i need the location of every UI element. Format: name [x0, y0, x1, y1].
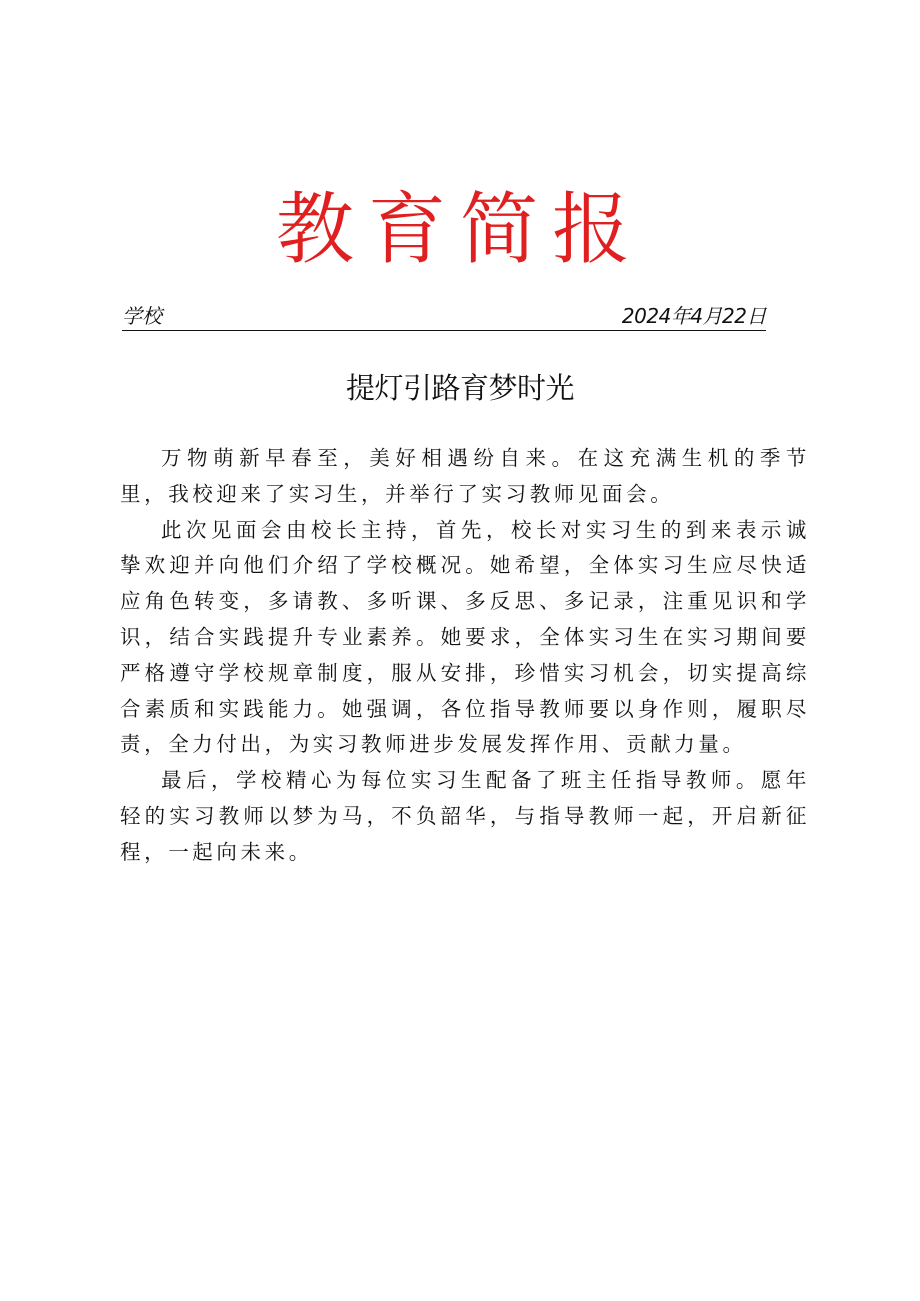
paragraph-3: 最后，学校精心为每位实习生配备了班主任指导教师。愿年轻的实习教师以梦为马，不负韶华，与指导教师一起，开启新征程，一起向未来。 — [120, 768, 810, 864]
school-label: 学校 — [122, 304, 162, 328]
paragraph-2: 此次见面会由校长主持，首先，校长对实习生的到来表示诚挚欢迎并向他们介绍了学校概况。她希望，全体实习生应尽快适应角色转变，多请教、多听课、多反思、多记录，注重见识和学识，结合实践提升专业素养。她要求，全体实习生在实习期间要严格遵守学校规章制度，服从安排，珍惜实习机会，切实提高综合素质和实践能力。她强调，各位指导教师要以身作则，履职尽责，全力付出，为实习教师进步发展发挥作用、贡献力量。 — [120, 517, 810, 757]
paragraph-1: 万物萌新早春至，美好相遇纷自来。在这充满生机的季节里，我校迎来了实习生，并举行了实习教师见面会。 — [120, 446, 810, 506]
article-title: 提灯引路育梦时光 — [345, 371, 574, 405]
article-body — [120, 441, 810, 871]
newsletter-masthead: 教育简报 — [275, 185, 644, 275]
info-line — [122, 302, 766, 331]
issue-date: 2024年4月22日 — [621, 304, 766, 328]
